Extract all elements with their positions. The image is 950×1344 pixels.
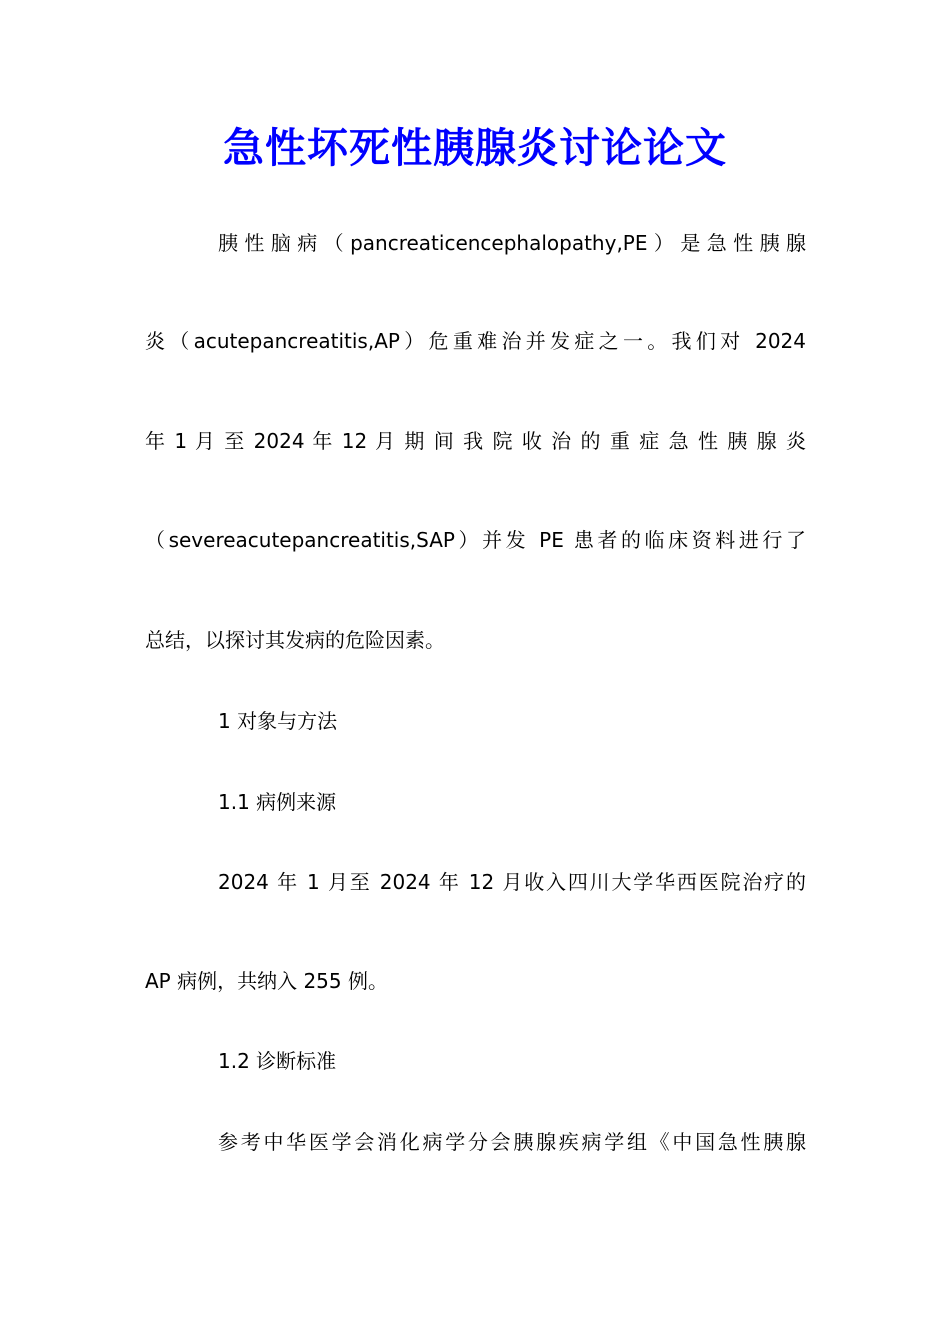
subsection-heading: 1.2 诊断标准	[218, 1049, 337, 1073]
document-title: 急性坏死性胰腺炎讨论论文	[223, 124, 727, 172]
section-heading: 1 对象与方法	[218, 709, 338, 733]
paragraph-line: 参考中华医学会消化病学分会胰腺疾病学组《中国急性胰腺	[218, 1130, 806, 1154]
paragraph-line: （severeacutepancreatitis,SAP）并发 PE 患者的临床资料进行了	[145, 528, 806, 552]
paragraph-line: AP 病例，共纳入 255 例。	[145, 969, 388, 993]
paragraph-line: 2024 年 1 月至 2024 年 12 月收入四川大学华西医院治疗的	[218, 870, 806, 894]
paragraph-line: 胰性脑病（pancreaticencephalopathy,PE）是急性胰腺	[218, 231, 806, 255]
paragraph-line: 炎（acutepancreatitis,AP）危重难治并发症之一。我们对 2024	[145, 329, 806, 353]
subsection-heading: 1.1 病例来源	[218, 790, 337, 814]
paragraph-line: 年 1 月 至 2024 年 12 月 期 间 我 院 收 治 的 重 症 急 性 胰 腺 炎	[145, 429, 806, 453]
paragraph-line: 总结，以探讨其发病的危险因素。	[145, 628, 445, 652]
